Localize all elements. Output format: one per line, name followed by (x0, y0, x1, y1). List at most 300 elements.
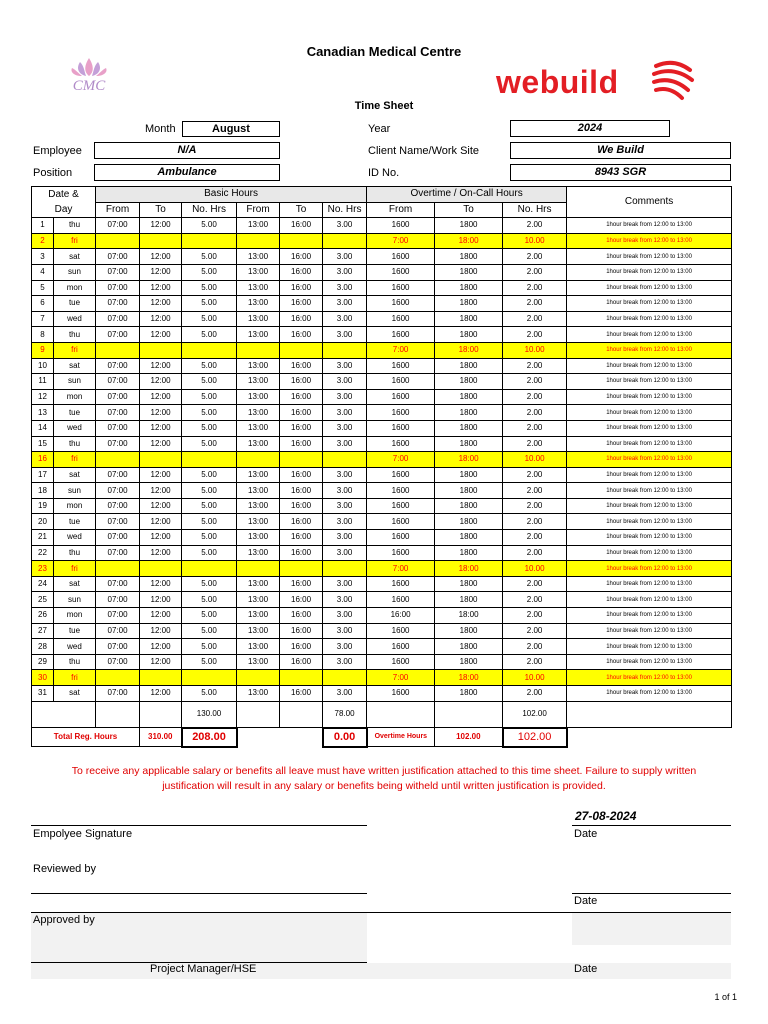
basic-to-2: 16:00 (280, 686, 323, 702)
day-name: mon (54, 280, 96, 296)
basic-hrs-1: 5.00 (182, 514, 237, 530)
overtime-to: 18:00 (435, 233, 503, 249)
basic-hrs-2: 3.00 (323, 639, 367, 655)
day-number: 14 (32, 420, 54, 436)
basic-from-2 (237, 670, 280, 686)
webuild-symbol-icon (648, 56, 700, 104)
overtime-hrs: 2.00 (503, 420, 567, 436)
basic-hrs-2: 3.00 (323, 389, 367, 405)
day-number: 28 (32, 639, 54, 655)
comment: 1hour break from 12:00 to 13:00 (567, 514, 732, 530)
basic-hrs-1: 5.00 (182, 420, 237, 436)
overtime-hrs: 2.00 (503, 545, 567, 561)
table-row (32, 342, 732, 358)
overtime-from: 1600 (367, 218, 435, 234)
year-field[interactable]: 2024 (510, 120, 670, 137)
basic-from-2 (237, 561, 280, 577)
org-title: Canadian Medical Centre (306, 44, 462, 59)
basic-from-2: 13:00 (237, 311, 280, 327)
basic-to-2: 16:00 (280, 358, 323, 374)
day-number: 20 (32, 514, 54, 530)
month-field[interactable]: August (182, 121, 280, 137)
day-number: 25 (32, 592, 54, 608)
table-row (32, 483, 732, 499)
overtime-from: 7:00 (367, 342, 435, 358)
comment: 1hour break from 12:00 to 13:00 (567, 452, 732, 468)
basic-to-1: 12:00 (140, 639, 182, 655)
comment: 1hour break from 12:00 to 13:00 (567, 670, 732, 686)
basic-to-2: 16:00 (280, 311, 323, 327)
day-number: 11 (32, 374, 54, 390)
overtime-hrs: 2.00 (503, 436, 567, 452)
date-line-2 (572, 893, 731, 894)
basic-to-2: 16:00 (280, 296, 323, 312)
employee-label: Employee (33, 145, 82, 157)
overtime-hours-label: Overtime Hours (367, 728, 435, 747)
overtime-hrs: 2.00 (503, 576, 567, 592)
comment: 1hour break from 12:00 to 13:00 (567, 467, 732, 483)
overtime-to: 1800 (435, 639, 503, 655)
basic-from-1: 07:00 (96, 483, 140, 499)
day-number: 19 (32, 498, 54, 514)
basic-from-1: 07:00 (96, 623, 140, 639)
overtime-to: 1800 (435, 358, 503, 374)
basic-hrs-1 (182, 670, 237, 686)
table-row (32, 311, 732, 327)
basic-hrs-1 (182, 452, 237, 468)
overtime-to: 1800 (435, 249, 503, 265)
basic-to-2: 16:00 (280, 530, 323, 546)
overtime-to: 1800 (435, 483, 503, 499)
comment: 1hour break from 12:00 to 13:00 (567, 389, 732, 405)
comment: 1hour break from 12:00 to 13:00 (567, 280, 732, 296)
comment: 1hour break from 12:00 to 13:00 (567, 623, 732, 639)
basic-to-1: 12:00 (140, 514, 182, 530)
comment: 1hour break from 12:00 to 13:00 (567, 358, 732, 374)
basic-to-1: 12:00 (140, 467, 182, 483)
basic-to-2: 16:00 (280, 327, 323, 343)
basic-hrs-2: 3.00 (323, 264, 367, 280)
comment: 1hour break from 12:00 to 13:00 (567, 576, 732, 592)
id-field[interactable]: 8943 SGR (510, 164, 731, 181)
day-number: 23 (32, 561, 54, 577)
basic-from-2: 13:00 (237, 280, 280, 296)
basic-to-1: 12:00 (140, 311, 182, 327)
basic-to-1: 12:00 (140, 686, 182, 702)
basic-hrs-2: 3.00 (323, 545, 367, 561)
basic-to-2: 16:00 (280, 405, 323, 421)
overtime-from: 1600 (367, 358, 435, 374)
reviewed-by-label: Reviewed by (33, 863, 96, 875)
day-number: 12 (32, 389, 54, 405)
basic-to-1: 12:00 (140, 218, 182, 234)
basic-from-1: 07:00 (96, 280, 140, 296)
overtime-from: 1600 (367, 545, 435, 561)
comment: 1hour break from 12:00 to 13:00 (567, 483, 732, 499)
overtime-hours-value: 102.00 (435, 728, 503, 747)
day-name: sat (54, 467, 96, 483)
day-name: sat (54, 576, 96, 592)
subtotal-cell (96, 701, 140, 728)
basic-to-1: 12:00 (140, 530, 182, 546)
overtime-to: 1800 (435, 467, 503, 483)
basic-hrs-1: 5.00 (182, 436, 237, 452)
overtime-from: 7:00 (367, 561, 435, 577)
comment: 1hour break from 12:00 to 13:00 (567, 436, 732, 452)
nohrs-header-2: No. Hrs (323, 202, 367, 218)
overtime-hrs: 2.00 (503, 374, 567, 390)
basic-from-1: 07:00 (96, 296, 140, 312)
client-label: Client Name/Work Site (368, 145, 480, 157)
day-name: mon (54, 389, 96, 405)
basic-hrs-2: 3.00 (323, 374, 367, 390)
basic-hrs-1: 5.00 (182, 654, 237, 670)
comments-header: Comments (567, 187, 732, 218)
basic-from-2: 13:00 (237, 389, 280, 405)
basic-from-1: 07:00 (96, 592, 140, 608)
basic-to-1: 12:00 (140, 264, 182, 280)
basic-hrs-2: 3.00 (323, 436, 367, 452)
overtime-to: 1800 (435, 280, 503, 296)
basic-hrs-1: 5.00 (182, 498, 237, 514)
basic-from-2: 13:00 (237, 264, 280, 280)
nohrs-header-1: No. Hrs (182, 202, 237, 218)
basic-from-2: 13:00 (237, 654, 280, 670)
basic-hrs-1: 5.00 (182, 592, 237, 608)
basic-hrs-2: 3.00 (323, 280, 367, 296)
table-row (32, 686, 732, 702)
table-row (32, 530, 732, 546)
overtime-hrs: 10.00 (503, 561, 567, 577)
basic-from-1: 07:00 (96, 514, 140, 530)
basic-from-1: 07:00 (96, 358, 140, 374)
comment: 1hour break from 12:00 to 13:00 (567, 311, 732, 327)
overtime-from: 1600 (367, 592, 435, 608)
comment: 1hour break from 12:00 to 13:00 (567, 608, 732, 624)
basic-to-1: 12:00 (140, 623, 182, 639)
day-name: sun (54, 592, 96, 608)
page-number: 1 of 1 (714, 992, 737, 1002)
overtime-from: 1600 (367, 530, 435, 546)
basic-hrs-1: 5.00 (182, 389, 237, 405)
basic-hrs-2: 3.00 (323, 686, 367, 702)
basic-hrs-1 (182, 561, 237, 577)
basic-hrs-2: 3.00 (323, 608, 367, 624)
subtotal-cell (237, 701, 280, 728)
overtime-from: 1600 (367, 405, 435, 421)
basic-from-1 (96, 670, 140, 686)
cmc-logo (44, 52, 134, 94)
basic-from-1: 07:00 (96, 436, 140, 452)
basic-hrs-2: 3.00 (323, 654, 367, 670)
table-row (32, 249, 732, 265)
basic-hrs-2: 3.00 (323, 467, 367, 483)
comment: 1hour break from 12:00 to 13:00 (567, 374, 732, 390)
day-name: thu (54, 654, 96, 670)
comment: 1hour break from 12:00 to 13:00 (567, 233, 732, 249)
day-number: 2 (32, 233, 54, 249)
basic-hrs-2: 3.00 (323, 623, 367, 639)
day-name: sun (54, 483, 96, 499)
subtotal-basic-2: 78.00 (323, 701, 367, 728)
table-row (32, 639, 732, 655)
comment: 1hour break from 12:00 to 13:00 (567, 249, 732, 265)
sum-cell (237, 728, 280, 747)
overtime-hours-box: 102.00 (503, 728, 567, 747)
basic-from-2: 13:00 (237, 327, 280, 343)
table-row (32, 358, 732, 374)
basic-to-1 (140, 342, 182, 358)
from-header-1: From (96, 202, 140, 218)
position-field[interactable]: Ambulance (94, 164, 280, 181)
overtime-from: 7:00 (367, 670, 435, 686)
basic-from-1 (96, 452, 140, 468)
basic-to-1: 12:00 (140, 296, 182, 312)
day-number: 24 (32, 576, 54, 592)
basic-from-1 (96, 561, 140, 577)
overtime-to: 1800 (435, 311, 503, 327)
project-manager-label: Project Manager/HSE (150, 963, 257, 975)
basic-hrs-1: 5.00 (182, 467, 237, 483)
table-row (32, 608, 732, 624)
basic-hrs-2 (323, 342, 367, 358)
basic-from-2: 13:00 (237, 576, 280, 592)
overtime-to: 1800 (435, 327, 503, 343)
day-number: 16 (32, 452, 54, 468)
basic-hrs-2: 3.00 (323, 420, 367, 436)
basic-from-2: 13:00 (237, 358, 280, 374)
to-header-1: To (140, 202, 182, 218)
overtime-hrs: 2.00 (503, 264, 567, 280)
overtime-from: 1600 (367, 498, 435, 514)
overtime-hrs: 2.00 (503, 405, 567, 421)
basic-from-2: 13:00 (237, 436, 280, 452)
overtime-to: 1800 (435, 296, 503, 312)
basic-from-1: 07:00 (96, 530, 140, 546)
day-name: sat (54, 249, 96, 265)
day-number: 1 (32, 218, 54, 234)
overtime-hrs: 2.00 (503, 311, 567, 327)
basic-hours-header: Basic Hours (96, 187, 367, 203)
day-number: 13 (32, 405, 54, 421)
basic-from-2: 13:00 (237, 420, 280, 436)
day-name: thu (54, 436, 96, 452)
comment: 1hour break from 12:00 to 13:00 (567, 686, 732, 702)
basic-from-2: 13:00 (237, 686, 280, 702)
basic-hrs-1: 5.00 (182, 608, 237, 624)
basic-hrs-1: 5.00 (182, 264, 237, 280)
basic-hrs-1: 5.00 (182, 327, 237, 343)
basic-to-2: 16:00 (280, 420, 323, 436)
basic-to-2: 16:00 (280, 483, 323, 499)
basic-to-2: 16:00 (280, 623, 323, 639)
overtime-hrs: 2.00 (503, 654, 567, 670)
table-row (32, 233, 732, 249)
overtime-hrs: 2.00 (503, 327, 567, 343)
basic-to-2: 16:00 (280, 218, 323, 234)
basic-from-1: 07:00 (96, 420, 140, 436)
basic-from-2: 13:00 (237, 608, 280, 624)
basic-to-1 (140, 561, 182, 577)
subtotal-cell (435, 701, 503, 728)
total-reg-box: 208.00 (182, 728, 237, 747)
overtime-to: 1800 (435, 576, 503, 592)
overtime-to: 1800 (435, 264, 503, 280)
day-name: fri (54, 561, 96, 577)
overtime-to: 1800 (435, 405, 503, 421)
day-number: 17 (32, 467, 54, 483)
basic-hrs-1: 5.00 (182, 639, 237, 655)
basic-from-2: 13:00 (237, 218, 280, 234)
comment: 1hour break from 12:00 to 13:00 (567, 296, 732, 312)
date-header: Date & (32, 187, 96, 203)
basic-from-2: 13:00 (237, 530, 280, 546)
day-name: fri (54, 342, 96, 358)
basic-from-2: 13:00 (237, 623, 280, 639)
basic-to-1 (140, 452, 182, 468)
basic-to-2: 16:00 (280, 249, 323, 265)
day-header: Day (32, 202, 96, 218)
day-name: mon (54, 608, 96, 624)
day-number: 29 (32, 654, 54, 670)
day-name: thu (54, 545, 96, 561)
overtime-hrs: 2.00 (503, 467, 567, 483)
table-row (32, 654, 732, 670)
overtime-to: 18:00 (435, 608, 503, 624)
basic-hrs-1: 5.00 (182, 483, 237, 499)
basic-from-1: 07:00 (96, 374, 140, 390)
basic-to-1: 12:00 (140, 576, 182, 592)
day-name: tue (54, 405, 96, 421)
basic-to-2: 16:00 (280, 592, 323, 608)
overtime-hrs: 2.00 (503, 218, 567, 234)
table-row (32, 498, 732, 514)
overtime-from: 1600 (367, 249, 435, 265)
day-name: thu (54, 218, 96, 234)
comment: 1hour break from 12:00 to 13:00 (567, 327, 732, 343)
basic-from-2: 13:00 (237, 639, 280, 655)
date-line (572, 825, 731, 826)
basic-hrs-1: 5.00 (182, 545, 237, 561)
basic-to-2: 16:00 (280, 280, 323, 296)
employee-field[interactable]: N/A (94, 142, 280, 159)
table-row (32, 420, 732, 436)
day-number: 30 (32, 670, 54, 686)
overtime-hrs: 2.00 (503, 608, 567, 624)
basic-hrs-1: 5.00 (182, 218, 237, 234)
basic-to-1: 12:00 (140, 327, 182, 343)
day-name: thu (54, 327, 96, 343)
year-label: Year (368, 123, 391, 135)
basic-hrs-2 (323, 452, 367, 468)
basic-to-2 (280, 342, 323, 358)
basic-hrs-1: 5.00 (182, 576, 237, 592)
basic-from-2 (237, 233, 280, 249)
basic-to-1: 12:00 (140, 545, 182, 561)
overtime-hrs: 2.00 (503, 358, 567, 374)
overtime-header: Overtime / On-Call Hours (367, 187, 567, 203)
overtime-from: 1600 (367, 420, 435, 436)
basic-from-2: 13:00 (237, 545, 280, 561)
comment: 1hour break from 12:00 to 13:00 (567, 498, 732, 514)
total-mid-box: 0.00 (323, 728, 367, 747)
basic-to-2: 16:00 (280, 467, 323, 483)
total-reg-label: Total Reg. Hours (32, 728, 140, 747)
comment: 1hour break from 12:00 to 13:00 (567, 561, 732, 577)
basic-from-1: 07:00 (96, 576, 140, 592)
table-row (32, 514, 732, 530)
basic-hrs-2: 3.00 (323, 311, 367, 327)
overtime-to: 1800 (435, 592, 503, 608)
basic-to-1: 12:00 (140, 249, 182, 265)
overtime-from: 1600 (367, 686, 435, 702)
basic-from-2: 13:00 (237, 514, 280, 530)
day-name: sat (54, 686, 96, 702)
total-reg-value: 310.00 (140, 728, 182, 747)
table-row (32, 436, 732, 452)
table-row (32, 623, 732, 639)
basic-hrs-2: 3.00 (323, 327, 367, 343)
overtime-hrs: 10.00 (503, 342, 567, 358)
comment: 1hour break from 12:00 to 13:00 (567, 545, 732, 561)
overtime-from: 1600 (367, 296, 435, 312)
basic-from-1: 07:00 (96, 654, 140, 670)
basic-from-1: 07:00 (96, 264, 140, 280)
basic-to-1 (140, 233, 182, 249)
reviewed-line (31, 893, 367, 894)
overtime-from: 1600 (367, 311, 435, 327)
basic-hrs-1 (182, 342, 237, 358)
comment: 1hour break from 12:00 to 13:00 (567, 639, 732, 655)
basic-to-1: 12:00 (140, 483, 182, 499)
basic-hrs-2 (323, 233, 367, 249)
overtime-hrs: 10.00 (503, 452, 567, 468)
client-field[interactable]: We Build (510, 142, 731, 159)
overtime-hrs: 2.00 (503, 498, 567, 514)
overtime-to: 1800 (435, 545, 503, 561)
overtime-from: 1600 (367, 374, 435, 390)
day-number: 26 (32, 608, 54, 624)
table-row (32, 218, 732, 234)
basic-from-2 (237, 452, 280, 468)
overtime-from: 1600 (367, 280, 435, 296)
sum-cell (280, 728, 323, 747)
day-number: 18 (32, 483, 54, 499)
overtime-hrs: 2.00 (503, 639, 567, 655)
basic-hrs-2: 3.00 (323, 483, 367, 499)
basic-hrs-2: 3.00 (323, 218, 367, 234)
overtime-to: 18:00 (435, 561, 503, 577)
to-header-ot: To (435, 202, 503, 218)
from-header-ot: From (367, 202, 435, 218)
table-row (32, 374, 732, 390)
basic-from-1 (96, 342, 140, 358)
day-number: 8 (32, 327, 54, 343)
day-name: sat (54, 358, 96, 374)
day-name: wed (54, 311, 96, 327)
basic-to-1: 12:00 (140, 420, 182, 436)
date-label-3: Date (574, 963, 598, 975)
day-name: tue (54, 296, 96, 312)
day-number: 6 (32, 296, 54, 312)
comment: 1hour break from 12:00 to 13:00 (567, 264, 732, 280)
basic-to-1: 12:00 (140, 280, 182, 296)
basic-from-1: 07:00 (96, 405, 140, 421)
basic-to-1: 12:00 (140, 592, 182, 608)
webuild-logo (496, 56, 706, 106)
overtime-to: 1800 (435, 623, 503, 639)
day-number: 31 (32, 686, 54, 702)
